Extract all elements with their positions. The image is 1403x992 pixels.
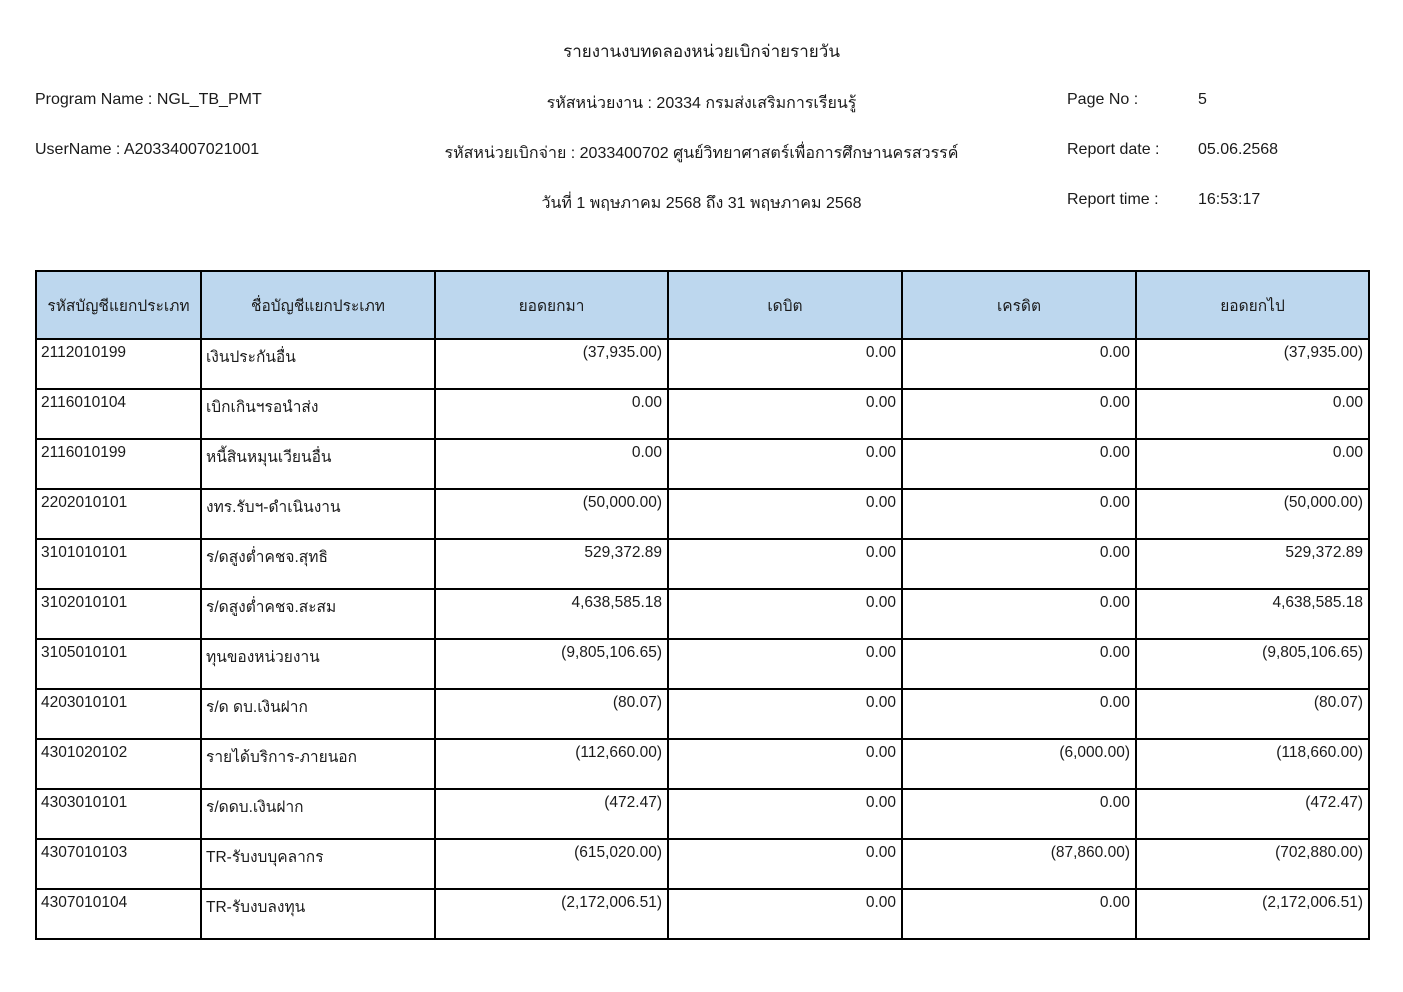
credit-cell: (6,000.00)	[902, 739, 1136, 789]
ending-balance-cell: (702,880.00)	[1136, 839, 1369, 889]
page-no-value: 5	[1198, 91, 1207, 108]
beginning-balance-cell: 0.00	[435, 439, 668, 489]
header-beginning-balance: ยอดยกมา	[435, 271, 668, 339]
ending-balance-cell: (118,660.00)	[1136, 739, 1369, 789]
beginning-balance-cell: 4,638,585.18	[435, 589, 668, 639]
ending-balance-cell: (50,000.00)	[1136, 489, 1369, 539]
debit-cell: 0.00	[668, 639, 902, 689]
table-row	[36, 539, 1369, 589]
account-code-cell: 3105010101	[36, 639, 201, 689]
table-row	[36, 339, 1369, 389]
account-code-cell: 2116010104	[36, 389, 201, 439]
debit-cell: 0.00	[668, 489, 902, 539]
table-row	[36, 439, 1369, 489]
account-code-cell: 2112010199	[36, 339, 201, 389]
beginning-balance-cell: (472.47)	[435, 789, 668, 839]
header-ending-balance: ยอดยกไป	[1136, 271, 1369, 339]
table-row	[36, 839, 1369, 889]
report-date-value: 05.06.2568	[1198, 141, 1279, 158]
ending-balance-cell: 0.00	[1136, 389, 1369, 439]
beginning-balance-cell: 0.00	[435, 389, 668, 439]
ending-balance-cell: (37,935.00)	[1136, 339, 1369, 389]
credit-cell: 0.00	[902, 589, 1136, 639]
account-name-cell: งทร.รับฯ-ดำเนินงาน	[201, 489, 435, 539]
account-name-cell: เงินประกันอื่น	[201, 339, 435, 389]
disbursement-unit-line: รหัสหน่วยเบิกจ่าย : 2033400702 ศูนย์วิทยาศาสตร์เพื่อการศึกษานครสวรรค์	[444, 145, 959, 162]
table-row	[36, 789, 1369, 839]
credit-cell: 0.00	[902, 389, 1136, 439]
table-row	[36, 589, 1369, 639]
credit-cell: (87,860.00)	[902, 839, 1136, 889]
account-name-cell: หนี้สินหมุนเวียนอื่น	[201, 439, 435, 489]
ending-balance-cell: (2,172,006.51)	[1136, 889, 1369, 939]
report-title: รายงานงบทดลองหน่วยเบิกจ่ายรายวัน	[563, 42, 840, 61]
account-name-cell: ทุนของหน่วยงาน	[201, 639, 435, 689]
beginning-balance-cell: (112,660.00)	[435, 739, 668, 789]
report-date-label: Report date :	[1067, 141, 1160, 158]
debit-cell: 0.00	[668, 739, 902, 789]
credit-cell: 0.00	[902, 339, 1136, 389]
account-code-cell: 4203010101	[36, 689, 201, 739]
header-credit: เครดิต	[902, 271, 1136, 339]
beginning-balance-cell: (50,000.00)	[435, 489, 668, 539]
account-code-cell: 3101010101	[36, 539, 201, 589]
account-code-cell: 4301020102	[36, 739, 201, 789]
ending-balance-cell: (80.07)	[1136, 689, 1369, 739]
debit-cell: 0.00	[668, 789, 902, 839]
table-header-row	[36, 271, 1369, 339]
account-name-cell: ร/ด ดบ.เงินฝาก	[201, 689, 435, 739]
table-row	[36, 739, 1369, 789]
agency-code-line: รหัสหน่วยงาน : 20334 กรมส่งเสริมการเรียนรู้	[546, 95, 857, 112]
account-name-cell: เบิกเกินฯรอนำส่ง	[201, 389, 435, 439]
account-code-cell: 4303010101	[36, 789, 201, 839]
debit-cell: 0.00	[668, 339, 902, 389]
debit-cell: 0.00	[668, 589, 902, 639]
credit-cell: 0.00	[902, 439, 1136, 489]
date-range-line: วันที่ 1 พฤษภาคม 2568 ถึง 31 พฤษภาคม 2568	[541, 195, 862, 212]
ending-balance-cell: 529,372.89	[1136, 539, 1369, 589]
ending-balance-cell: (472.47)	[1136, 789, 1369, 839]
account-code-cell: 3102010101	[36, 589, 201, 639]
beginning-balance-cell: (9,805,106.65)	[435, 639, 668, 689]
report-time-value: 16:53:17	[1198, 191, 1261, 208]
credit-cell: 0.00	[902, 889, 1136, 939]
debit-cell: 0.00	[668, 689, 902, 739]
account-code-cell: 2116010199	[36, 439, 201, 489]
account-name-cell: TR-รับงบบุคลากร	[201, 839, 435, 889]
header-account-name: ชื่อบัญชีแยกประเภท	[201, 271, 435, 339]
table-row	[36, 489, 1369, 539]
account-code-cell: 2202010101	[36, 489, 201, 539]
debit-cell: 0.00	[668, 389, 902, 439]
credit-cell: 0.00	[902, 639, 1136, 689]
beginning-balance-cell: (615,020.00)	[435, 839, 668, 889]
debit-cell: 0.00	[668, 889, 902, 939]
credit-cell: 0.00	[902, 489, 1136, 539]
trial-balance-table-body	[36, 339, 1369, 939]
account-name-cell: รายได้บริการ-ภายนอก	[201, 739, 435, 789]
debit-cell: 0.00	[668, 839, 902, 889]
account-name-cell: TR-รับงบลงทุน	[201, 889, 435, 939]
credit-cell: 0.00	[902, 789, 1136, 839]
ending-balance-cell: 0.00	[1136, 439, 1369, 489]
program-name-line: Program Name : NGL_TB_PMT	[35, 91, 262, 108]
header-debit: เดบิต	[668, 271, 902, 339]
report-time-label: Report time :	[1067, 191, 1159, 208]
ending-balance-cell: 4,638,585.18	[1136, 589, 1369, 639]
beginning-balance-cell: 529,372.89	[435, 539, 668, 589]
credit-cell: 0.00	[902, 539, 1136, 589]
table-row	[36, 889, 1369, 939]
account-name-cell: ร/ดดบ.เงินฝาก	[201, 789, 435, 839]
header-account-code: รหัสบัญชีแยกประเภท	[36, 271, 201, 339]
beginning-balance-cell: (37,935.00)	[435, 339, 668, 389]
beginning-balance-cell: (80.07)	[435, 689, 668, 739]
account-name-cell: ร/ดสูงต่ำคชจ.สุทธิ	[201, 539, 435, 589]
trial-balance-table	[35, 270, 1370, 940]
debit-cell: 0.00	[668, 439, 902, 489]
credit-cell: 0.00	[902, 689, 1136, 739]
account-code-cell: 4307010104	[36, 889, 201, 939]
table-row	[36, 639, 1369, 689]
page-no-label: Page No :	[1067, 91, 1139, 108]
username-line: UserName : A20334007021001	[35, 141, 260, 158]
table-row	[36, 689, 1369, 739]
account-name-cell: ร/ดสูงต่ำคชจ.สะสม	[201, 589, 435, 639]
ending-balance-cell: (9,805,106.65)	[1136, 639, 1369, 689]
beginning-balance-cell: (2,172,006.51)	[435, 889, 668, 939]
table-row	[36, 389, 1369, 439]
account-code-cell: 4307010103	[36, 839, 201, 889]
debit-cell: 0.00	[668, 539, 902, 589]
